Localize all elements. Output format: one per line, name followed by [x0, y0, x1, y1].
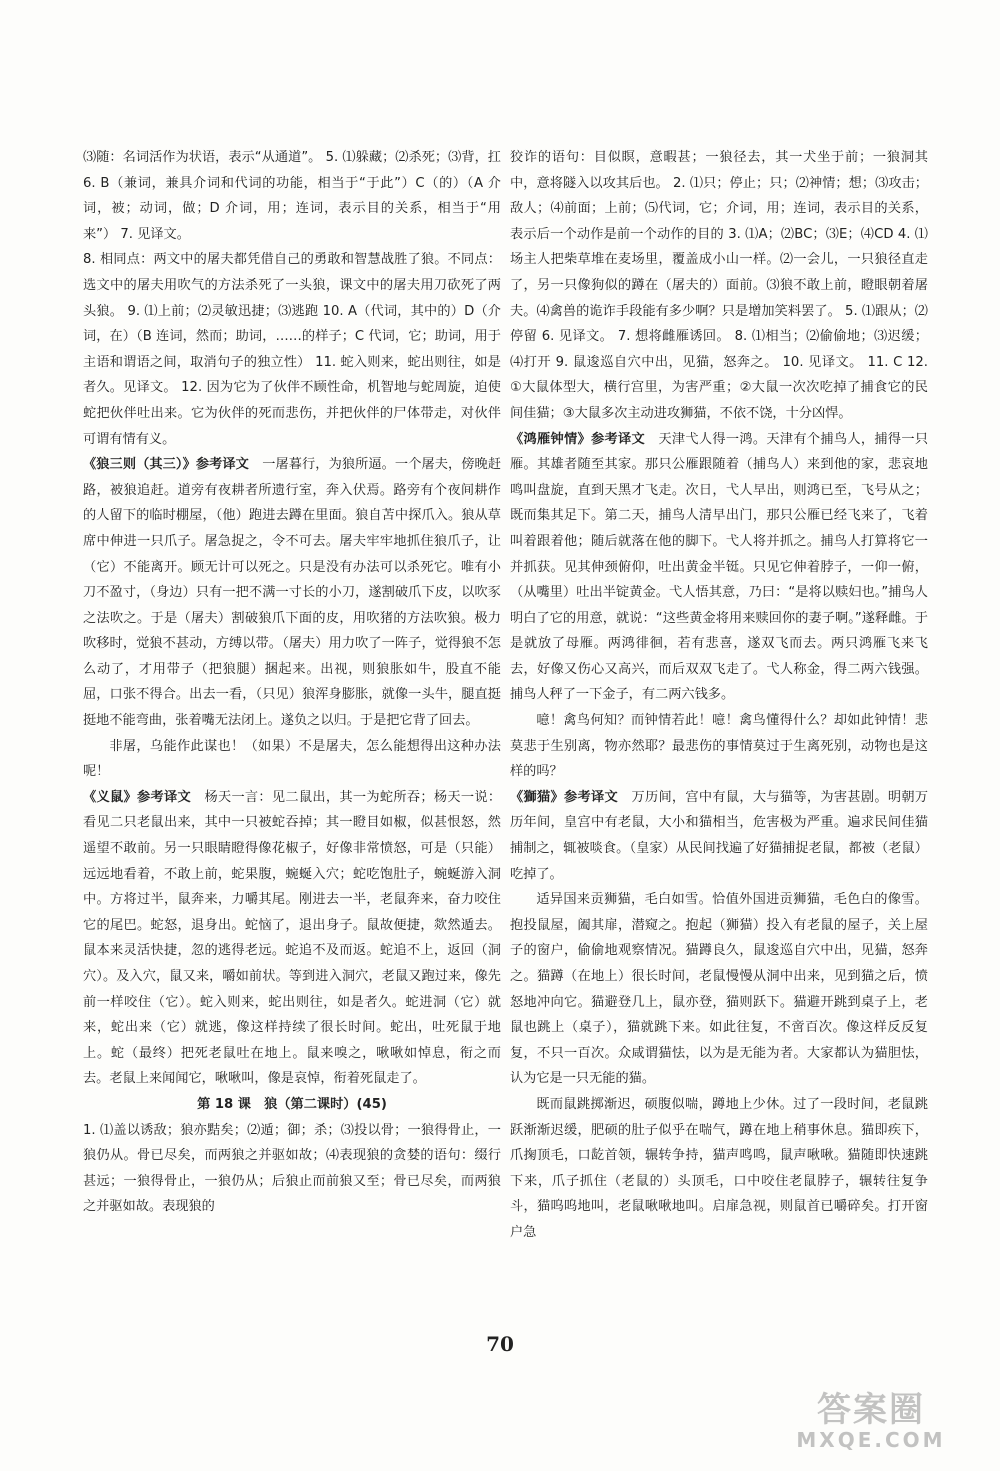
left-column [83, 145, 501, 1220]
section-title: 《狼三则（其三）》参考译文 [83, 457, 249, 473]
watermark-url: MXQE.COM [796, 1428, 946, 1452]
page-number: 70 [486, 1332, 514, 1356]
watermark-title: 答案圈 [817, 1390, 925, 1430]
translation-section-cat [510, 785, 928, 887]
lesson-title: 第 18 课 狼（第二课时）(45) [197, 1096, 387, 1112]
translation-section-geese [510, 427, 928, 709]
answer-paragraph: 8. 相同点：两文中的屠夫都凭借自己的勇敢和智慧战胜了狼。不同点：选文中的屠夫用吹气的方法杀死了一头狼，课文中的屠夫用刀砍死了两头狼。 9. ⑴上前；⑵灵敏迅捷；⑶逃跑 10. A（代词，其中的）D（介词，在）（B 连词，然而；助词，……的样子；C 代词，它；助词，用于主语和谓语之间，取消句子的独立性） 11. 蛇入则来，蛇出则往，如是者久。见译文。 12. 因为它为了伙伴不顾性命，机智地与蛇周旋，迫使蛇把伙伴吐出来。它为伙伴的死而悲伤，并把伙伴的尸体带走，对伙伴可谓有情有义。 [83, 252, 501, 447]
translation-section-mouse [83, 785, 501, 1092]
translation-paragraph: 既而鼠跳掷渐迟，硕腹似喘，蹲地上少休。过了一段时间，老鼠跳跃渐渐迟缓，肥硕的肚子似乎在喘气，蹲在地上稍事休息。猫即疾下，爪掬顶毛，口龁首领，辗转争持，猫声鸣鸣，鼠声啾啾。猫随即快速跳下来，爪子抓住（老鼠的）头顶毛，口中咬住老鼠脖子，辗转往复争斗，猫呜呜地叫，老鼠啾啾地叫。启扉急视，则鼠首已嚼碎矣。打开窗户急 [510, 1096, 928, 1240]
translation-text: 杨天一言：见二鼠出，其一为蛇所吞；杨天一说：看见二只老鼠出来，其中一只被蛇吞掉；其一瞪目如椒，似甚恨怒，然遥望不敢前。另一只眼睛瞪得像花椒子，好像非常愤怒，可是（只能）远远地看着，不敢上前，蛇果腹，蜿蜒入穴；蛇吃饱肚子，蜿蜒游入洞中。方将过半，鼠奔来，力嚼其尾。刚进去一半，老鼠奔来，奋力咬住它的尾巴。蛇怒，退身出。蛇恼了，退出身子。鼠故便捷，欻然遁去。鼠本来灵活快捷，忽的逃得老远。蛇追不及而返。蛇追不上，返回（洞穴）。及入穴，鼠又来，嚼如前状。等到进入洞穴，老鼠又跑过来，像先前一样咬住（它）。蛇入则来，蛇出则往，如是者久。蛇进洞（它）就来，蛇出来（它）就逃，像这样持续了很长时间。蛇出，吐死鼠于地上。蛇（最终）把死老鼠吐在地上。鼠来嗅之，啾啾如悼息，衔之而去。老鼠上来闻闻它，啾啾叫，像是哀悼，衔着死鼠走了。 [83, 789, 502, 1087]
translation-paragraph: 非屠，乌能作此谋也！（如果）不是屠夫，怎么能想得出这种办法呢！ [83, 738, 501, 780]
translation-paragraph: 噫！禽鸟何知？而钟情若此！噫！禽鸟懂得什么？却如此钟情！悲莫悲于生别离，物亦然耶？最悲伤的事情莫过于生离死别，动物也是这样的吗？ [510, 713, 928, 780]
translation-text: 一屠暮行，为狼所逼。一个屠夫，傍晚赶路，被狼追赶。道旁有夜耕者所遗行室，奔入伏焉。路旁有个夜间耕作的人留下的临时棚屋，（他）跑进去蹲在里面。狼自苫中探爪入。狼从草席中伸进一只爪子。屠急捉之，令不可去。屠夫牢牢地抓住狼爪子，让（它）不能离开。顾无计可以死之。只是没有办法可以杀死它。唯有小刀不盈寸，（身边）只有一把不满一寸长的小刀，遂割破爪下皮，以吹豕之法吹之。于是（屠夫）割破狼爪下面的皮，用吹猪的方法吹狼。极力吹移时，觉狼不甚动，方缚以带。（屠夫）用力吹了一阵子，觉得狼不怎么动了，才用带子（把狼腿）捆起来。出视，则狼胀如牛，股直不能屈，口张不得合。出去一看，（只见）狼浑身膨胀，就像一头牛，腿直挺挺地不能弯曲，张着嘴无法闭上。遂负之以归。于是把它背了回去。 [83, 457, 502, 729]
right-column [510, 145, 928, 1246]
translation-paragraph: 适异国来贡狮猫，毛白如雪。恰值外国进贡狮猫，毛色白的像雪。抱投鼠屋，阖其扉，潜窥之。抱起（狮猫）投入有老鼠的屋子，关上屋子的窗户，偷偷地观察情况。猫蹲良久，鼠逡巡自穴中出，见猫，怒奔之。猫蹲（在地上）很长时间，老鼠慢慢从洞中出来，见到猫之后，愤怒地冲向它。猫避登几上，鼠亦登，猫则跃下。猫避开跳到桌子上，老鼠也跳上（桌子），猫就跳下来。如此往复，不啻百次。像这样反反复复，不只一百次。众咸谓猫怯，以为是无能为者。大家都认为猫胆怯，认为它是一只无能的猫。 [510, 892, 928, 1087]
translation-text: 万历间，宫中有鼠，大与猫等，为害甚剧。明朝万历年间，皇宫中有老鼠，大小和猫相当，危害极为严重。遍求民间佳猫捕制之，辄被啖食。（皇家）从民间找遍了好猫捕捉老鼠，都被（老鼠）吃掉了。 [510, 789, 929, 882]
translation-section-wolf [83, 452, 501, 734]
section-title: 《义鼠》参考译文 [83, 789, 191, 805]
watermark-logo [776, 1391, 966, 1453]
answer-paragraph: 狡诈的语句：目似瞑，意暇甚；一狼径去，其一犬坐于前；一狼洞其中，意将隧入以攻其后也。 2. ⑴只；停止；只；⑵神情；想；⑶攻击；敌人；⑷前面；上前；⑸代词，它；介词，用；连词，表示目的关系，表示后一个动作是前一个动作的目的 3. ⑴A；⑵BC；⑶E；⑷CD 4. ⑴场主人把柴草堆在麦场里，覆盖成小山一样。⑵一会儿，一只狼径直走了，另一只像狗似的蹲在（屠夫的）面前。⑶狼不敢上前，瞪眼朝着屠夫。⑷禽兽的诡诈手段能有多少啊？只是增加笑料罢了。 5. ⑴跟从；⑵停留 6. 见译文。 7. 想将雌雁诱回。 8. ⑴相当；⑵偷偷地；⑶迟缓；⑷打开 9. 鼠逡巡自穴中出，见猫，怒奔之。 10. 见译文。 11. C 12. ①大鼠体型大，横行宫里，为害严重；②大鼠一次次吃掉了捕食它的民间佳猫；③大鼠多次主动进攻狮猫，不依不饶，十分凶悍。 [510, 150, 928, 421]
section-title: 《獅猫》参考译文 [510, 789, 618, 805]
translation-text: 天津弋人得一鸿。天津有个捕鸟人，捕得一只雁。其雄者随至其家。那只公雁跟随着（捕鸟人）来到他的家，悲哀地鸣叫盘旋，直到天黑才飞走。次日，弋人早出，则鸿已至，飞号从之；既而集其足下。第二天，捕鸟人清早出门，那只公雁已经飞来了，飞着叫着跟着他；随后就落在他的脚下。弋人将并抓之。捕鸟人打算将它一并抓获。见其伸颈俯仰，吐出黄金半铤。只见它伸着脖子，一仰一俯，（从嘴里）吐出半锭黄金。弋人悟其意，乃曰：“是将以赎妇也。”捕鸟人明白了它的用意，就说：“这些黄金将用来赎回你的妻子啊。”遂释雌。于是就放了母雁。两鸿徘徊，若有悲喜，遂双飞而去。两只鸿雁飞来飞去，好像又伤心又高兴，而后双双飞走了。弋人称金，得二两六钱强。捕鸟人秤了一下金子，有二两六钱多。 [510, 431, 929, 703]
section-title: 《鸿雁钟情》参考译文 [510, 431, 645, 447]
answer-paragraph: ⑶随：名词活作为状语，表示“从通道”。 5. ⑴躲藏；⑵杀死；⑶背，扛 6. B（兼词，兼具介词和代词的功能，相当于“于此”）C（的）（A 介词，被；动词，做；D 介词，用；连词，表示目的关系，相当于“用来”） 7. 见译文。 [83, 150, 501, 242]
answer-paragraph: 1. ⑴盖以诱敌；狼亦黠矣；⑵遁；御；杀；⑶投以骨；一狼得骨止，一狼仍从。骨已尽矣，而两狼之并驱如故；⑷表现狼的贪婪的语句：缀行甚远；一狼得骨止，一狼仍从；后狼止而前狼又至；骨已尽矣，而两狼之并驱如故。表现狼的 [83, 1122, 501, 1215]
